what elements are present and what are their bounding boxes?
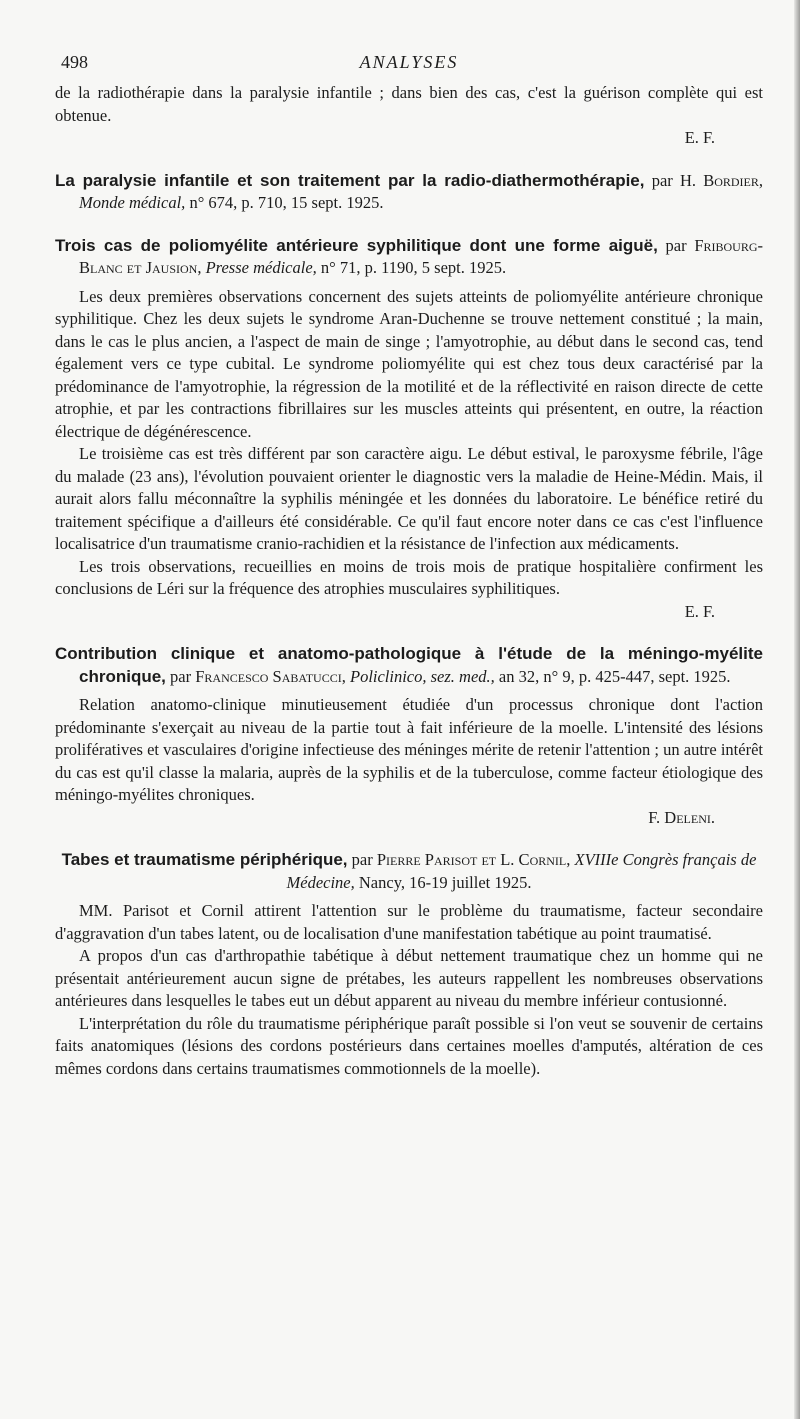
- article-3-paragraph-1: Relation anatomo-clinique minutieusement étudiée d'un processus chronique dont l'action prédominante s'exerçait au niveau de la partie tout à fait inférieure de la moelle. L'intensité des lésions prolifératives et vasculaires d'origine infectieuse des méninges mérite de retenir l'attention ; un autre intérêt du cas est qu'il classe la malaria, auprès de la syphilis et de la tuberculose, comme facteur étiologique des méningo-myélites chroniques.: [55, 695, 763, 804]
- article-journal-3: Policlinico, sez. med.,: [349, 666, 495, 686]
- article-2-signature: E. F.: [684, 601, 715, 621]
- article-heading-2: [55, 235, 763, 280]
- article-4-paragraph-3: L'interprétation du rôle du traumatisme périphérique paraît possible si l'on veut se souvenir de certains faits anatomiques (lésions des cordons postérieurs dans certaines moelles d'amputés, altération de ces mêmes cordons dans certains traumatismes commotionnels de la moelle).: [55, 1013, 763, 1078]
- article-ref-1: n° 674, p. 710, 15 sept. 1925.: [189, 193, 384, 212]
- article-heading-1: [55, 170, 763, 215]
- page-edge-shadow: [794, 0, 800, 1419]
- article-ref-3: an 32, n° 9, p. 425-447, sept. 1925.: [498, 666, 731, 686]
- article-by-1: par: [651, 170, 673, 190]
- intro-text: de la radiothérapie dans la paralysie infantile ; dans bien des cas, c'est la guérison complète qui est obtenue.: [55, 83, 763, 125]
- article-4-paragraph-1: MM. Parisot et Cornil attirent l'attention sur le problème du traumatisme, facteur secondaire d'aggravation d'un tabes latent, ou de localisation d'une manifestation tabétique au point traumatisé.: [55, 901, 763, 943]
- article-journal-1: Monde médical,: [79, 193, 186, 212]
- page-number: 498: [61, 52, 88, 72]
- running-title: ANALYSES: [359, 52, 459, 72]
- article-by-4: par: [351, 850, 373, 869]
- running-head: [55, 52, 763, 82]
- article-ref-2: n° 71, p. 1190, 5 sept. 1925.: [320, 258, 507, 277]
- article-3-signature: F. Deleni.: [648, 807, 715, 827]
- article-author-3: Francesco Sabatucci,: [195, 666, 346, 686]
- article-authors-4: Pierre Parisot et L. Cornil,: [376, 850, 571, 869]
- article-4-paragraph-2: A propos d'un cas d'arthropathie tabétique à début nettement traumatique chez un homme qui ne présentait antérieurement aucun signe de prétabes, les auteurs rappellent les nombreuses observations antérieures dans lesquelles le tabes eut un début apparent au niveau du membre inférieur contusionné.: [55, 946, 763, 1010]
- article-journal-4: XVIIIe Congrès français de Médecine,: [286, 850, 757, 892]
- article-heading-4: [55, 849, 763, 894]
- article-author-1: H. Bordier,: [679, 170, 764, 190]
- article-2-paragraph-1: Les deux premières observations concernent des sujets atteints de poliomyélite antérieure chronique syphilitique. Chez les deux sujets le syndrome Aran-Duchenne se trouve nettement constitué ; la main, dans le cas le plus ancien, a l'aspect de main de singe ; l'amyotrophie, au début dans le second cas, tend également vers ce type cubital. Le syndrome poliomyélite qui est chez tous deux caractérisé par la prédominance de l'amyotrophie, la régression de la motilité et de la réflectivité en raison directe de cette atrophie, et par les contractions fibrillaires sur les muscles atteints qui présentent, en outre, la réaction électrique de dégénérescence.: [55, 286, 763, 441]
- article-ref-4: Nancy, 16-19 juillet 1925.: [358, 872, 532, 892]
- article-by-2: par: [665, 235, 687, 255]
- article-by-3: par: [170, 666, 192, 686]
- article-authors-2: Fribourg-Blanc et Jausion,: [79, 235, 764, 277]
- article-2-paragraph-2: Le troisième cas est très différent par son caractère aigu. Le début estival, le paroxysme fébrile, l'âge du malade (23 ans), l'évolution pouvaient orienter le diagnostic vers la maladie de Heine-Médin. Mais, il aurait alors fallu méconnaître la syphilis méningée et les données du laboratoire. Le bénéfice retiré du traitement spécifique a d'ailleurs été considérable. Ce qu'il faut encore noter dans ce cas c'est l'influence localisatrice d'un traumatisme cranio-rachidien et la résistance de l'infection aux médicaments.: [55, 444, 763, 553]
- page: [55, 52, 763, 1080]
- article-title-3: Contribution clinique et anatomo-pathologique à l'étude de la méningo-myélite chronique,: [55, 644, 763, 686]
- intro-signature: E. F.: [684, 128, 715, 147]
- article-title-2: Trois cas de poliomyélite antérieure syphilitique dont une forme aiguë,: [55, 235, 658, 255]
- article-2-paragraph-3: Les trois observations, recueillies en moins de trois mois de pratique hospitalière confirment les conclusions de Léri sur la fréquence des atrophies musculaires syphilitiques.: [55, 556, 763, 598]
- article-journal-2: Presse médicale,: [205, 258, 317, 277]
- article-title-4: Tabes et traumatisme périphérique,: [61, 850, 348, 869]
- article-heading-3: [55, 643, 763, 688]
- article-title-1: La paralysie infantile et son traitement par la radio-diathermothérapie,: [55, 170, 645, 190]
